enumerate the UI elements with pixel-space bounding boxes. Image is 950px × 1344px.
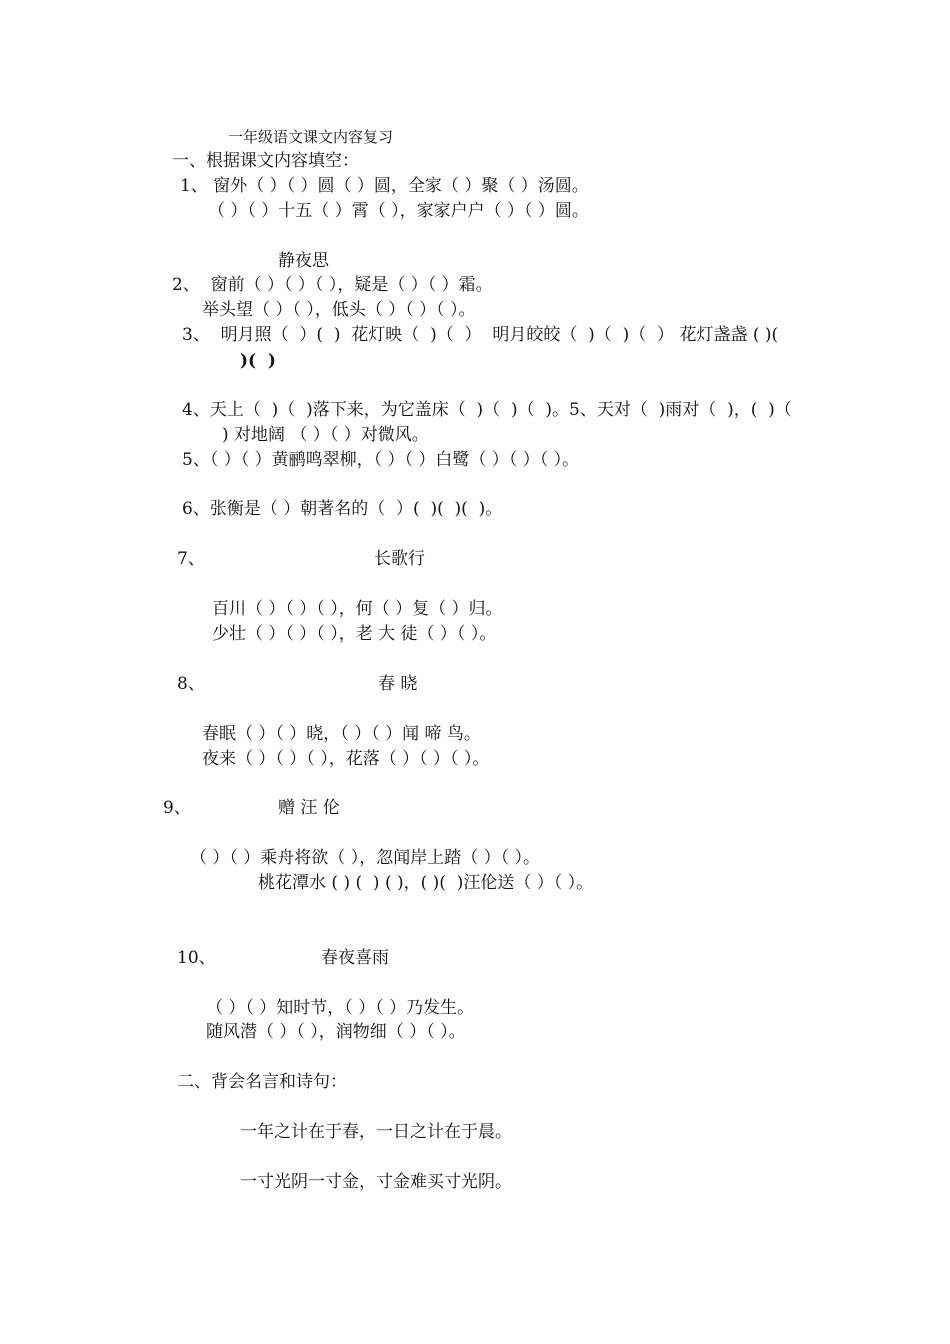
q10-title: 春夜喜雨 [321,948,389,968]
q3-line1: 3、 明月照（ ）( ) 花灯映（ )（ ） 明月皎皎（ )（ )（ ） 花灯盏盏 ( )( [182,325,779,345]
q9-line2: 桃花潭水 ( ) ( ) ( )，( )( )汪伦送（ ）（ ）。 [258,873,594,893]
q7-title: 长歌行 [374,549,425,569]
q8-line2: 夜来（ ）（ ）（ ），花落（ ）（ ）（ ）。 [202,749,490,769]
q2-line1: 2、 窗前（ ）（ ）（ ），疑是（ ）（ ）霜。 [172,275,493,295]
q7-line2: 少壮（ ）（ ）（ ），老 大 徒（ ）（ ）。 [212,624,497,644]
q9-title: 赠 汪 伦 [278,798,340,818]
page-title: 一年级语文课文内容复习 [228,128,394,146]
q8-line1: 春眠（ ）（ ）晓，（ ）（ ）闻 啼 鸟。 [202,724,481,744]
q4-line2: ) 对地阔 （ ）（ ）对微风。 [222,425,429,445]
q10-line1: （ ）（ ）知时节，（ ）（ ）乃发生。 [206,998,475,1018]
section1-heading: 一、根据课文内容填空： [172,151,359,171]
q4-line1: 4、天上（ )（ )落下来，为它盖床（ )（ )（ )。5、天对（ )雨对（ )，( )（ [182,400,792,420]
q2-line2: 举头望（ ）（ ），低头（ ）（ ）（ ）。 [202,300,476,320]
q7-number: 7、 [177,549,205,569]
q7-line1: 百川（ ）（ ）（ ），何（ ）复（ ）归。 [212,599,503,619]
q3-line2: )( ) [240,351,276,371]
q6-line1: 6、张衡是（ ）朝著名的（ ）( )( )( )。 [182,499,503,519]
quote-1: 一年之计在于春，一日之计在于晨。 [240,1122,512,1142]
q8-title: 春 晓 [378,674,418,694]
quote-2: 一寸光阴一寸金，寸金难买寸光阴。 [240,1172,512,1192]
section2-heading: 二、背会名言和诗句： [177,1072,347,1092]
q10-number: 10、 [177,948,216,968]
q5-line1: 5、（ ）（ ）黄鹂鸣翠柳，（ ）（ ）白鹭（ ）（ ）（ ）。 [182,450,580,470]
q8-number: 8、 [177,674,205,694]
q1-line1: 1、 窗外（ ）（ ）圆（ ）圆，全家（ ）聚（ ）汤圆。 [180,176,589,196]
q2-title: 静夜思 [278,251,329,271]
q10-line2: 随风潜（ ）（ ），润物细（ ）（ ）。 [206,1022,466,1042]
q9-line1: （ ）（ ）乘舟将欲（ ），忽闻岸上踏（ ）（ ）。 [190,848,541,868]
q1-line2: （ ）（ ）十五（ ）霄（ ），家家户户（ ）（ ）圆。 [208,201,589,221]
q9-number: 9、 [163,798,191,818]
